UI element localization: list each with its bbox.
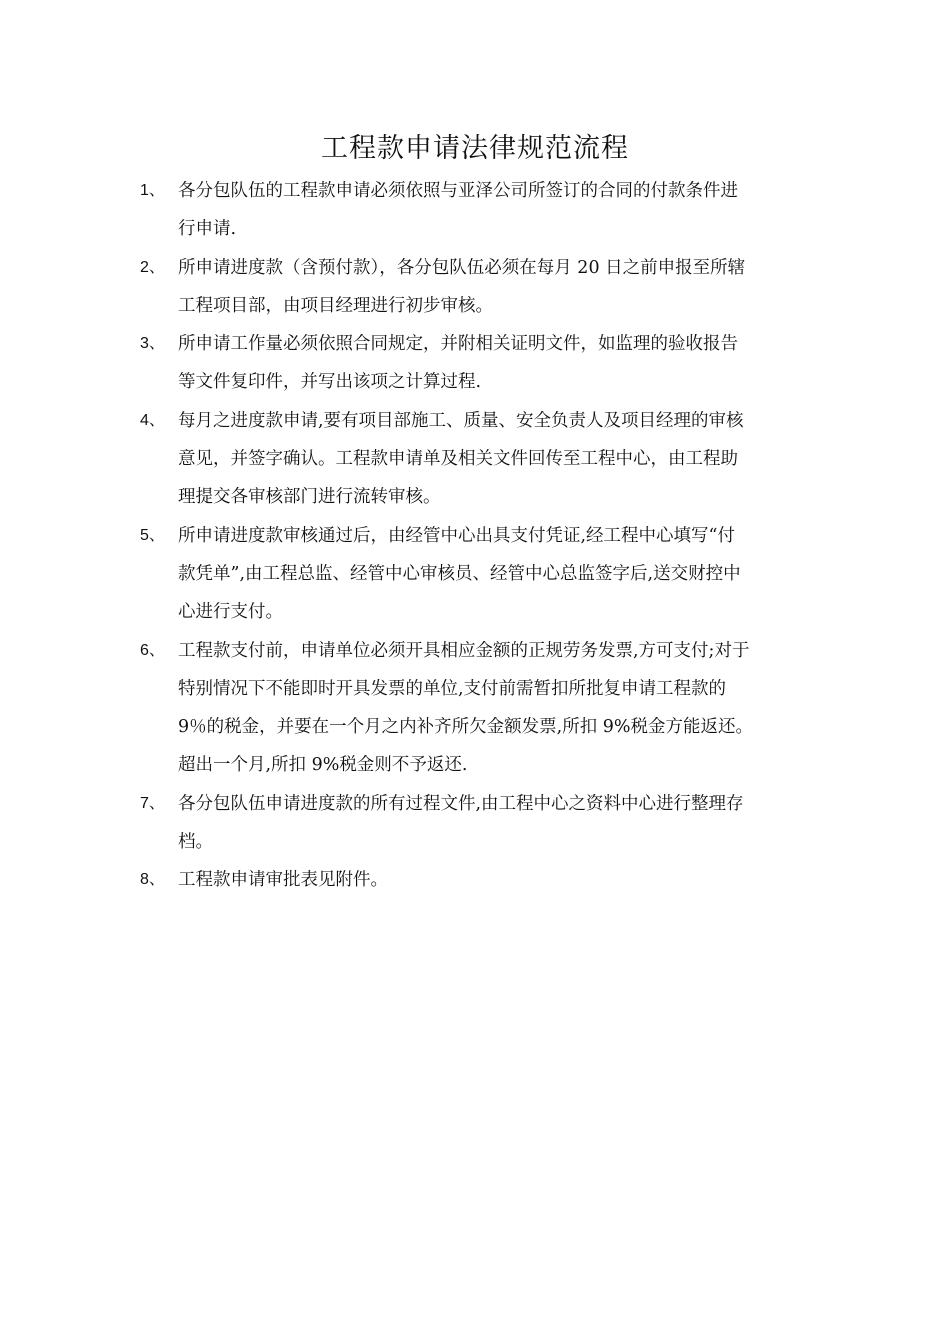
item-line: 意见，并签字确认。工程款申请单及相关文件回传至工程中心，由工程助 bbox=[178, 449, 738, 470]
procedure-list bbox=[140, 172, 812, 900]
item-text bbox=[178, 785, 812, 862]
item-line: 各分包队伍申请进度款的所有过程文件,由工程中心之资料中心进行整理存 bbox=[178, 793, 744, 814]
item-line: 档。 bbox=[178, 832, 213, 853]
item-line: 超出一个月,所扣 9%税金则不予返还. bbox=[178, 755, 468, 776]
item-text bbox=[178, 861, 812, 899]
item-line: 款凭单”,由工程总监、经管中心审核员、经管中心总监签字后,送交财控中 bbox=[178, 563, 741, 584]
item-line: 特别情况下不能即时开具发票的单位,支付前需暂扣所批复申请工程款的 bbox=[178, 678, 727, 699]
item-line: 理提交各审核部门进行流转审核。 bbox=[178, 487, 441, 508]
item-number: 3、 bbox=[140, 335, 165, 353]
item-number: 5、 bbox=[140, 526, 165, 544]
item-number: 2、 bbox=[140, 258, 165, 276]
item-number: 7、 bbox=[140, 794, 165, 812]
list-item bbox=[140, 402, 812, 517]
list-item bbox=[140, 249, 812, 326]
item-text bbox=[178, 172, 812, 249]
item-text bbox=[178, 517, 812, 632]
item-line: 所申请工作量必须依照合同规定，并附相关证明文件，如监理的验收报告 bbox=[178, 334, 738, 355]
item-line: 各分包队伍的工程款申请必须依照与亚泽公司所签订的合同的付款条件进 bbox=[178, 181, 738, 201]
list-item bbox=[140, 517, 812, 632]
item-line: 行申请. bbox=[178, 219, 237, 240]
item-line: 工程项目部，由项目经理进行初步审核。 bbox=[178, 295, 493, 316]
item-number: 4、 bbox=[140, 411, 165, 429]
item-line: 所申请进度款审核通过后，由经管中心出具支付凭证,经工程中心填写“付 bbox=[178, 525, 736, 546]
item-line: 每月之进度款申请,要有项目部施工、质量、安全负责人及项目经理的审核 bbox=[178, 410, 744, 431]
list-item bbox=[140, 861, 812, 899]
document-title: 工程款申请法律规范流程 bbox=[321, 133, 629, 164]
item-line: 9％的税金，并要在一个月之内补齐所欠金额发票,所扣 9%税金方能返还。 bbox=[178, 717, 754, 738]
item-line: 心进行支付。 bbox=[178, 602, 283, 623]
item-number: 6、 bbox=[140, 641, 165, 659]
item-line: 工程款支付前，申请单位必须开具相应金额的正规劳务发票,方可支付;对于 bbox=[178, 640, 750, 661]
item-line: 等文件复印件，并写出该项之计算过程. bbox=[178, 372, 482, 393]
item-line: 所申请进度款（含预付款），各分包队伍必须在每月 20 日之前申报至所辖 bbox=[178, 257, 746, 278]
item-line: 工程款申请审批表见附件。 bbox=[178, 870, 388, 891]
item-text bbox=[178, 325, 812, 402]
list-item bbox=[140, 325, 812, 402]
item-text bbox=[178, 402, 812, 517]
item-text bbox=[178, 249, 812, 326]
item-text bbox=[178, 632, 812, 785]
list-item bbox=[140, 785, 812, 862]
item-number: 8、 bbox=[140, 871, 165, 889]
list-item bbox=[140, 632, 812, 785]
item-number: 1、 bbox=[140, 182, 165, 199]
list-item bbox=[140, 172, 812, 249]
